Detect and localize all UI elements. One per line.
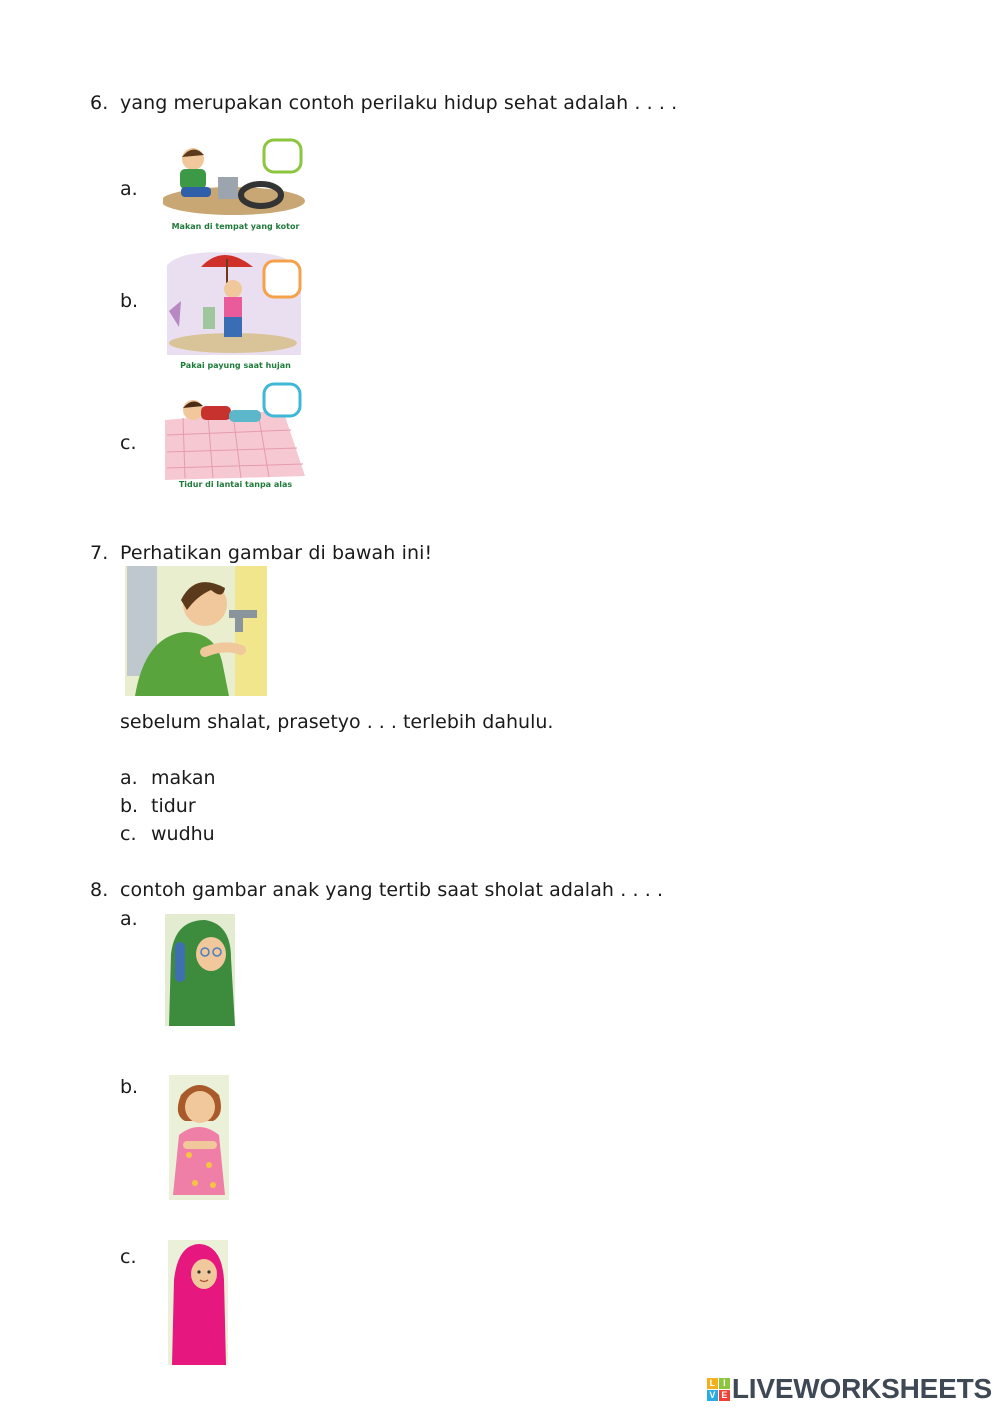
q7-question-text: Perhatikan gambar di bawah ini! (120, 542, 433, 564)
q8-option-a-letter: a. (120, 908, 138, 930)
boy-eating-near-trash-illustration (163, 135, 308, 235)
q6-option-a-caption: Makan di tempat yang kotor (171, 222, 300, 231)
q8-option-b-image[interactable] (169, 1075, 229, 1200)
q8-option-c-image[interactable] (168, 1240, 228, 1365)
q6-question-text: yang merupakan contoh perilaku hidup sehat adalah . . . . (120, 92, 678, 114)
q6-option-c-image[interactable] (163, 380, 308, 490)
q7-option-a-text[interactable]: makan (151, 767, 216, 789)
q6-option-c-letter: c. (120, 432, 137, 454)
q6-option-b-letter: b. (120, 290, 139, 312)
q6-number: 6. (90, 92, 109, 114)
q7-option-c-letter: c. (120, 823, 137, 845)
q8-option-b-letter: b. (120, 1076, 139, 1098)
q6-option-a-image[interactable] (163, 135, 308, 235)
logo-tiles-icon: L I V E (707, 1378, 730, 1401)
q8-option-c-letter: c. (120, 1246, 137, 1268)
q7-option-b-text[interactable]: tidur (151, 795, 196, 817)
girl-in-pink-mukena-illustration (168, 1240, 228, 1365)
q6-option-c-caption: Tidur di lantai tanpa alas (178, 480, 293, 489)
q8-number: 8. (90, 879, 109, 901)
q7-number: 7. (90, 542, 109, 564)
q7-option-a-letter: a. (120, 767, 138, 789)
boy-washing-hands-illustration (125, 566, 267, 696)
girl-in-green-hijab-illustration (165, 914, 235, 1026)
liveworksheets-logo (707, 1373, 992, 1405)
brand-name: LIVEWORKSHEETS (731, 1373, 992, 1404)
q6-option-b-image[interactable] (163, 245, 308, 375)
girl-with-umbrella-illustration (163, 245, 308, 375)
q6-option-a-letter: a. (120, 178, 138, 200)
q7-option-b-letter: b. (120, 795, 139, 817)
girl-in-pink-dress-illustration (169, 1075, 229, 1200)
child-sleeping-on-floor-illustration (163, 380, 308, 490)
q7-option-c-text[interactable]: wudhu (151, 823, 215, 845)
q7-prompt-text: sebelum shalat, prasetyo . . . terlebih dahulu. (120, 711, 554, 733)
q8-option-a-image[interactable] (165, 914, 235, 1026)
q7-boy-washing-hands-image (125, 566, 267, 696)
q8-question-text: contoh gambar anak yang tertib saat sholat adalah . . . . (120, 879, 664, 901)
q6-option-b-caption: Pakai payung saat hujan (180, 361, 291, 370)
